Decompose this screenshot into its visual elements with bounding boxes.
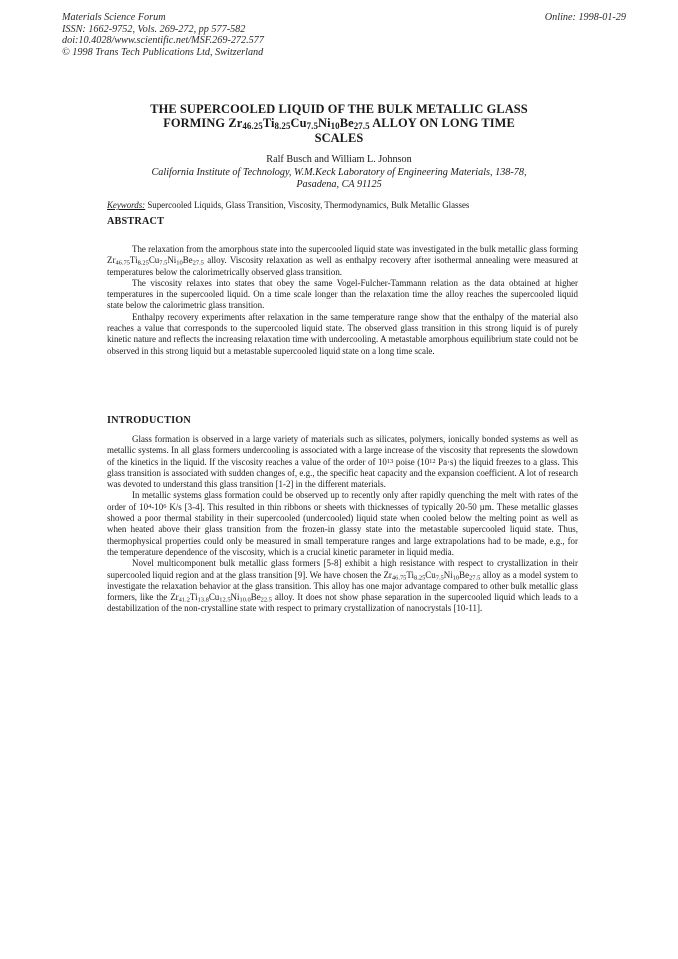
affiliation-line-1: California Institute of Technology, W.M.Keck Laboratory of Engineering Materials, 138-78, bbox=[151, 167, 527, 178]
intro-paragraph-2: In metallic systems glass formation could be observed up to recently only after rapidly quenching the melt with rates of the order of $10^4-10^6$ K/s [3-4]. This resulted in thin ribbons or sheets with thicknesses of typically 20-50 µm. These metallic glasses showed a poor thermal stability in their supercooled (undercooled) liquid state when cooled below the melting point as well as when heated above their glass transition from the frozen-in glassy state into the metastable supercooled liquid state. Thus, thermophysical properties could only be measured in small temperature ranges and large extrapolations had to be made, e.g., for the temperature dependence of the viscosity, which is a crucial kinetic parameter in liquid media. bbox=[107, 490, 578, 557]
keywords-text: Supercooled Liquids, Glass Transition, Viscosity, Thermodynamics, Bulk Metallic Glasses bbox=[145, 200, 470, 210]
keywords-label: Keywords: bbox=[107, 200, 146, 210]
copyright-line: © 1998 Trans Tech Publications Ltd, Switzerland bbox=[62, 46, 264, 58]
abstract-body bbox=[107, 244, 578, 357]
title-line-3: SCALES bbox=[314, 130, 364, 145]
online-date: Online: 1998-01-29 bbox=[544, 12, 626, 23]
journal-name: Materials Science Forum bbox=[62, 12, 166, 23]
abstract-paragraph-3: Enthalpy recovery experiments after relaxation in the same temperature range show that the enthalpy of the material also reaches a value that corresponds to the supercooled liquid state. The observed glass transition in this strong liquid is of purely kinetic nature and reflects the increasing relaxation time with undercooling. A metastable amorphous equilibrium state could not be observed in this strong liquid but a metastable supercooled liquid state on a long time scale. bbox=[107, 311, 578, 356]
title-line-2: FORMING $Zr_{46.25}Ti_{8.25}Cu_{7.5}Ni_{10}Be_{27.5}$ ALLOY ON LONG TIME bbox=[163, 116, 515, 132]
intro-paragraph-3: Novel multicomponent bulk metallic glass formers [5-8] exhibit a high resistance with respect to crystallization in their supercooled liquid region and at the glass transition [9]. We have chosen the $Zr_{46.75}Ti_{8.25}Cu_{7.5}Ni_{10}Be_{27.5}$ alloy as a model system to investigate the relaxation behavior at the glass transition. This alloy has one major advantage compared to other bulk metallic glass formers, like the $Zr_{41.2}Ti_{13.8}Cu_{12.5}Ni_{10.0}Be_{22.5}$ alloy. It does not show phase separation in the supercooled liquid which leads to a destabilization of the non-crystalline state with respect to primary crystallization of nanocrystals [10-11]. bbox=[107, 558, 578, 614]
abstract-paragraph-2: The viscosity relaxes into states that obey the same Vogel-Fulcher-Tammann relation as the data obtained at higher temperatures in the supercooled liquid. On a time scale longer than the relaxation time the alloy reaches the supercooled liquid state below the calorimetric glass transition. bbox=[107, 277, 578, 311]
title-line-1: THE SUPERCOOLED LIQUID OF THE BULK METALLIC GLASS bbox=[150, 102, 528, 116]
paper-title bbox=[100, 102, 578, 145]
doi-link[interactable]: doi:10.4028/www.scientific.net/MSF.269-272.577 bbox=[62, 35, 264, 47]
authors: Ralf Busch and William L. Johnson bbox=[266, 154, 412, 165]
abstract-paragraph-1: The relaxation from the amorphous state into the supercooled liquid state was investigated in the bulk metallic glass forming $Zr_{46.75}Ti_{8.25}Cu_{7.5}Ni_{10}Be_{27.5}$ alloy. Viscosity relaxation as well as enthalpy recovery after isothermal annealing were measured at temperatures below the calorimetrically observed glass transition. bbox=[107, 244, 578, 277]
affiliation-line-2: Pasadena, CA 91125 bbox=[296, 179, 382, 191]
intro-paragraph-1: Glass formation is observed in a large variety of materials such as silicates, polymers, ionically bonded systems as well as metallic systems. In all glass formers undercooling is associated with a large increase of the viscosity that represents the slowdown of the kinetics in the liquid. If the viscosity reaches a value of the order of $10^{13}$ poise ($10^{12}$ Pa·s) the liquid freezes to a glass. This glass transition is associated with sudden changes of, e.g., the specific heat capacity and the expansion coefficient. A lot of research was devoted to understand this glass transition [1-2] in the different materials. bbox=[107, 434, 579, 490]
introduction-body bbox=[107, 434, 578, 615]
keywords bbox=[107, 200, 587, 211]
abstract-heading: ABSTRACT bbox=[107, 216, 165, 227]
issn-line: ISSN: 1662-9752, Vols. 269-272, pp 577-582 bbox=[62, 23, 246, 35]
introduction-heading: INTRODUCTION bbox=[107, 415, 191, 426]
affiliation bbox=[100, 167, 578, 191]
publication-header bbox=[62, 12, 392, 58]
